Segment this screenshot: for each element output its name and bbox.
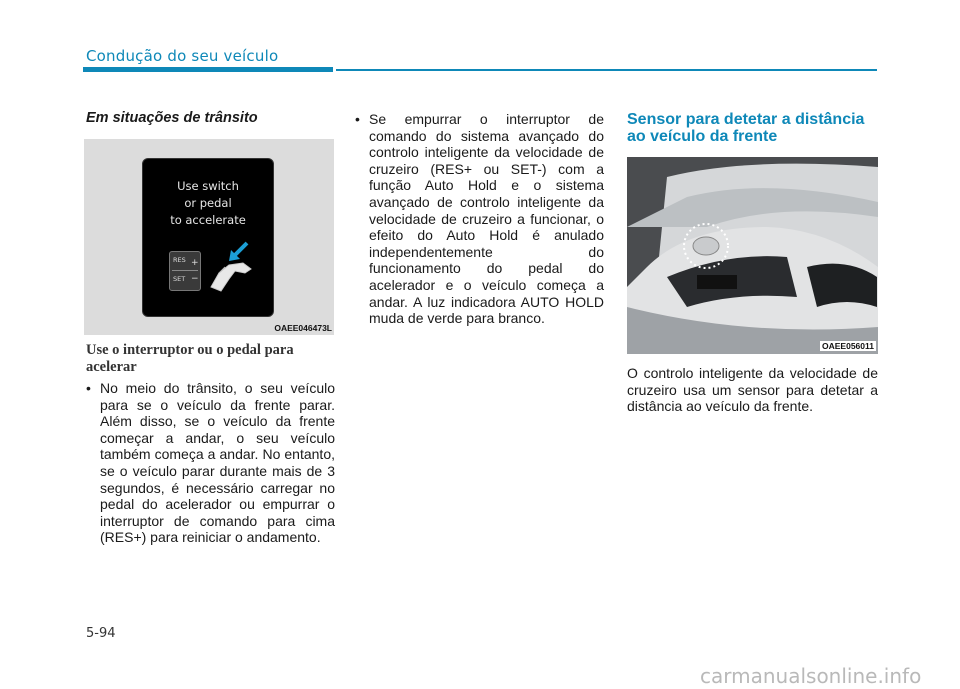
watermark: carmanualsonline.info [700, 664, 922, 688]
display-line-3: to accelerate [170, 213, 246, 227]
car-front-illustration [627, 157, 878, 354]
switch-divider [172, 270, 198, 271]
cluster-figure [84, 139, 334, 335]
header-rule-thin [336, 69, 877, 71]
subheading: Use o interruptor ou o pedal para acelerar [86, 342, 294, 375]
header-rule-thick [83, 67, 333, 72]
arrow-icon [227, 241, 249, 263]
page-header-title: Condução do seu veículo [86, 47, 279, 65]
plus-icon: + [191, 258, 199, 268]
figure2-code: OAEE056011 [822, 341, 874, 351]
bullet-item-1 [86, 380, 335, 546]
page-number: 5-94 [86, 626, 116, 641]
switch-res-label: RES [173, 256, 186, 264]
car-front-figure [627, 157, 878, 354]
section-title: Em situações de trânsito [86, 110, 258, 126]
res-set-switch [169, 251, 201, 291]
bullet-text-1: No meio do trânsito, o seu veículo para se o veículo da frente parar. Além disso, se o veículo da frente começar a andar, o seu veículo também começa a andar. No entanto, se o veículo parar durante mais de 3 segundos, é necessário carregar no pedal do acelerador ou empurrar o interruptor de comando para cima (RES+) para reiniciar o andamento. [100, 380, 335, 546]
display-line-1: Use switch [177, 179, 239, 193]
display-line-2: or pedal [184, 196, 232, 210]
bullet-item-2 [355, 111, 604, 327]
bullet-icon: • [355, 111, 360, 127]
bullet-text-2: Se empurrar o interruptor de comando do sistema avançado do controlo inteligente da velocidade de cruzeiro (RES+ ou SET-) com a função Auto Hold e o sistema avançado de controlo inteligente da velocidade de cruzeiro a funcionar, o efeito do Auto Hold é anulado independentemente do funcionamento do pedal do acelerador e o veículo começa a andar. A luz indicadora AUTO HOLD muda de verde para branco. [369, 111, 604, 327]
minus-icon: − [191, 274, 199, 284]
sensor-paragraph: O controlo inteligente da velocidade de cruzeiro usa um sensor para detetar a distância ao veículo da frente. [627, 365, 878, 415]
figure1-code: OAEE046473L [274, 323, 332, 333]
sensor-section-title: Sensor para detetar a distância ao veículo da frente [627, 111, 865, 145]
cluster-display [142, 158, 274, 317]
switch-set-label: SET [173, 275, 186, 283]
bullet-icon: • [86, 380, 91, 396]
